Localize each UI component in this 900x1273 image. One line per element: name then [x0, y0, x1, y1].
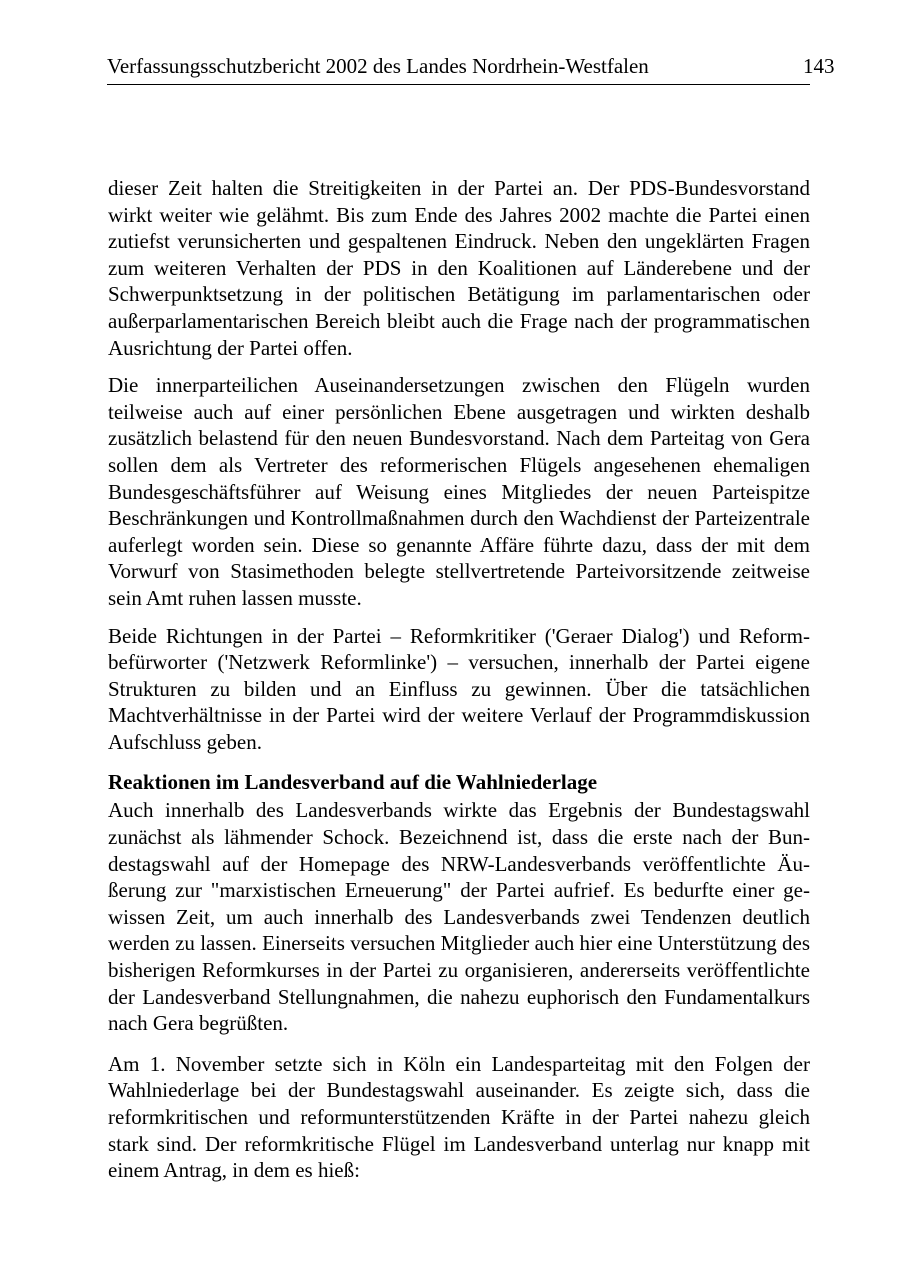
body-text [108, 175, 810, 1195]
page-number: 143 [803, 54, 835, 78]
paragraph-2: Die innerparteilichen Auseinandersetzungen zwischen den Flügeln wurden teilweise auch auf einer persönlichen Ebene ausgetragen und wirkten deshalb zusätzlich belastend für den neuen Bundesvorstand. Nach dem Parteitag von Gera sollen dem als Vertreter des reformerischen Flügels angesehenen ehemaligen Bundesgeschäftsführer auf Weisung eines Mitgliedes der neuen Parteispitze Beschränkungen und Kontrollmaßnahmen durch den Wachdienst der Parteizentrale auferlegt worden sein. Diese so genannte Affäre führte dazu, dass der mit dem Vorwurf von Stasimethoden belegte stellvertretende Parteivorsitzende zeitweise sein Amt ruhen lassen musste. [108, 373, 810, 610]
running-header [107, 52, 835, 85]
paragraph-4: Auch innerhalb des Landesverbands wirkte das Ergebnis der Bundestagswahl zunächst als lähmender Schock. Bezeichnend ist, dass die erste nach der Bundestagswahl auf der Homepage des NRW-Landesverbands veröffentlichte Äußerung zur "marxistischen Erneuerung" der Partei aufrief. Es bedurfte einer gewissen Zeit, um auch innerhalb des Landesverbands zwei Tendenzen deutlich werden zu lassen. Einerseits versuchen Mitglieder auch hier eine Unterstützung des bisherigen Reformkurses in der Partei zu organisieren, andererseits veröffentlichte der Landesverband Stellungnahmen, die nahezu euphorisch den Fundamentalkurs nach Gera begrüßten. [108, 798, 810, 1036]
paragraph-3: Beide Richtungen in der Partei – Reformkritiker ('Geraer Dialog') und Reformbefürworter ('Netzwerk Reformlinke') – versuchen, innerhalb der Partei eigene Strukturen zu bilden und an Einfluss zu gewinnen. Über die tatsächlichen Machtverhältnisse in der Partei wird der weitere Verlauf der Programmdiskussion Aufschluss geben. [108, 623, 810, 754]
header-title: Verfassungsschutzbericht 2002 des Landes Nordrhein-Westfalen [107, 54, 649, 78]
section-heading: Reaktionen im Landesverband auf die Wahlniederlage [108, 770, 598, 795]
paragraph-1: dieser Zeit halten die Streitigkeiten in der Partei an. Der PDS-Bundesvorstand wirkt weiter wie gelähmt. Bis zum Ende des Jahres 2002 machte die Partei einen zutiefst verunsicherten und gespaltenen Eindruck. Neben den ungeklärten Fragen zum weiteren Verhalten der PDS in den Koalitionen auf Länderebene und der Schwerpunktsetzung in der politischen Betätigung im parlamentarischen oder außerparlamentarischen Bereich bleibt auch die Frage nach der programmatischen Ausrichtung der Partei offen. [108, 176, 810, 360]
paragraph-5: Am 1. November setzte sich in Köln ein Landesparteitag mit den Folgen der Wahlniederlage bei der Bundestagswahl auseinander. Es zeigte sich, dass die reformkritischen und reformunterstützenden Kräfte in der Partei nahezu gleich stark sind. Der reformkritische Flügel im Landesverband unterlag nur knapp mit einem Antrag, in dem es hieß: [108, 1051, 810, 1183]
